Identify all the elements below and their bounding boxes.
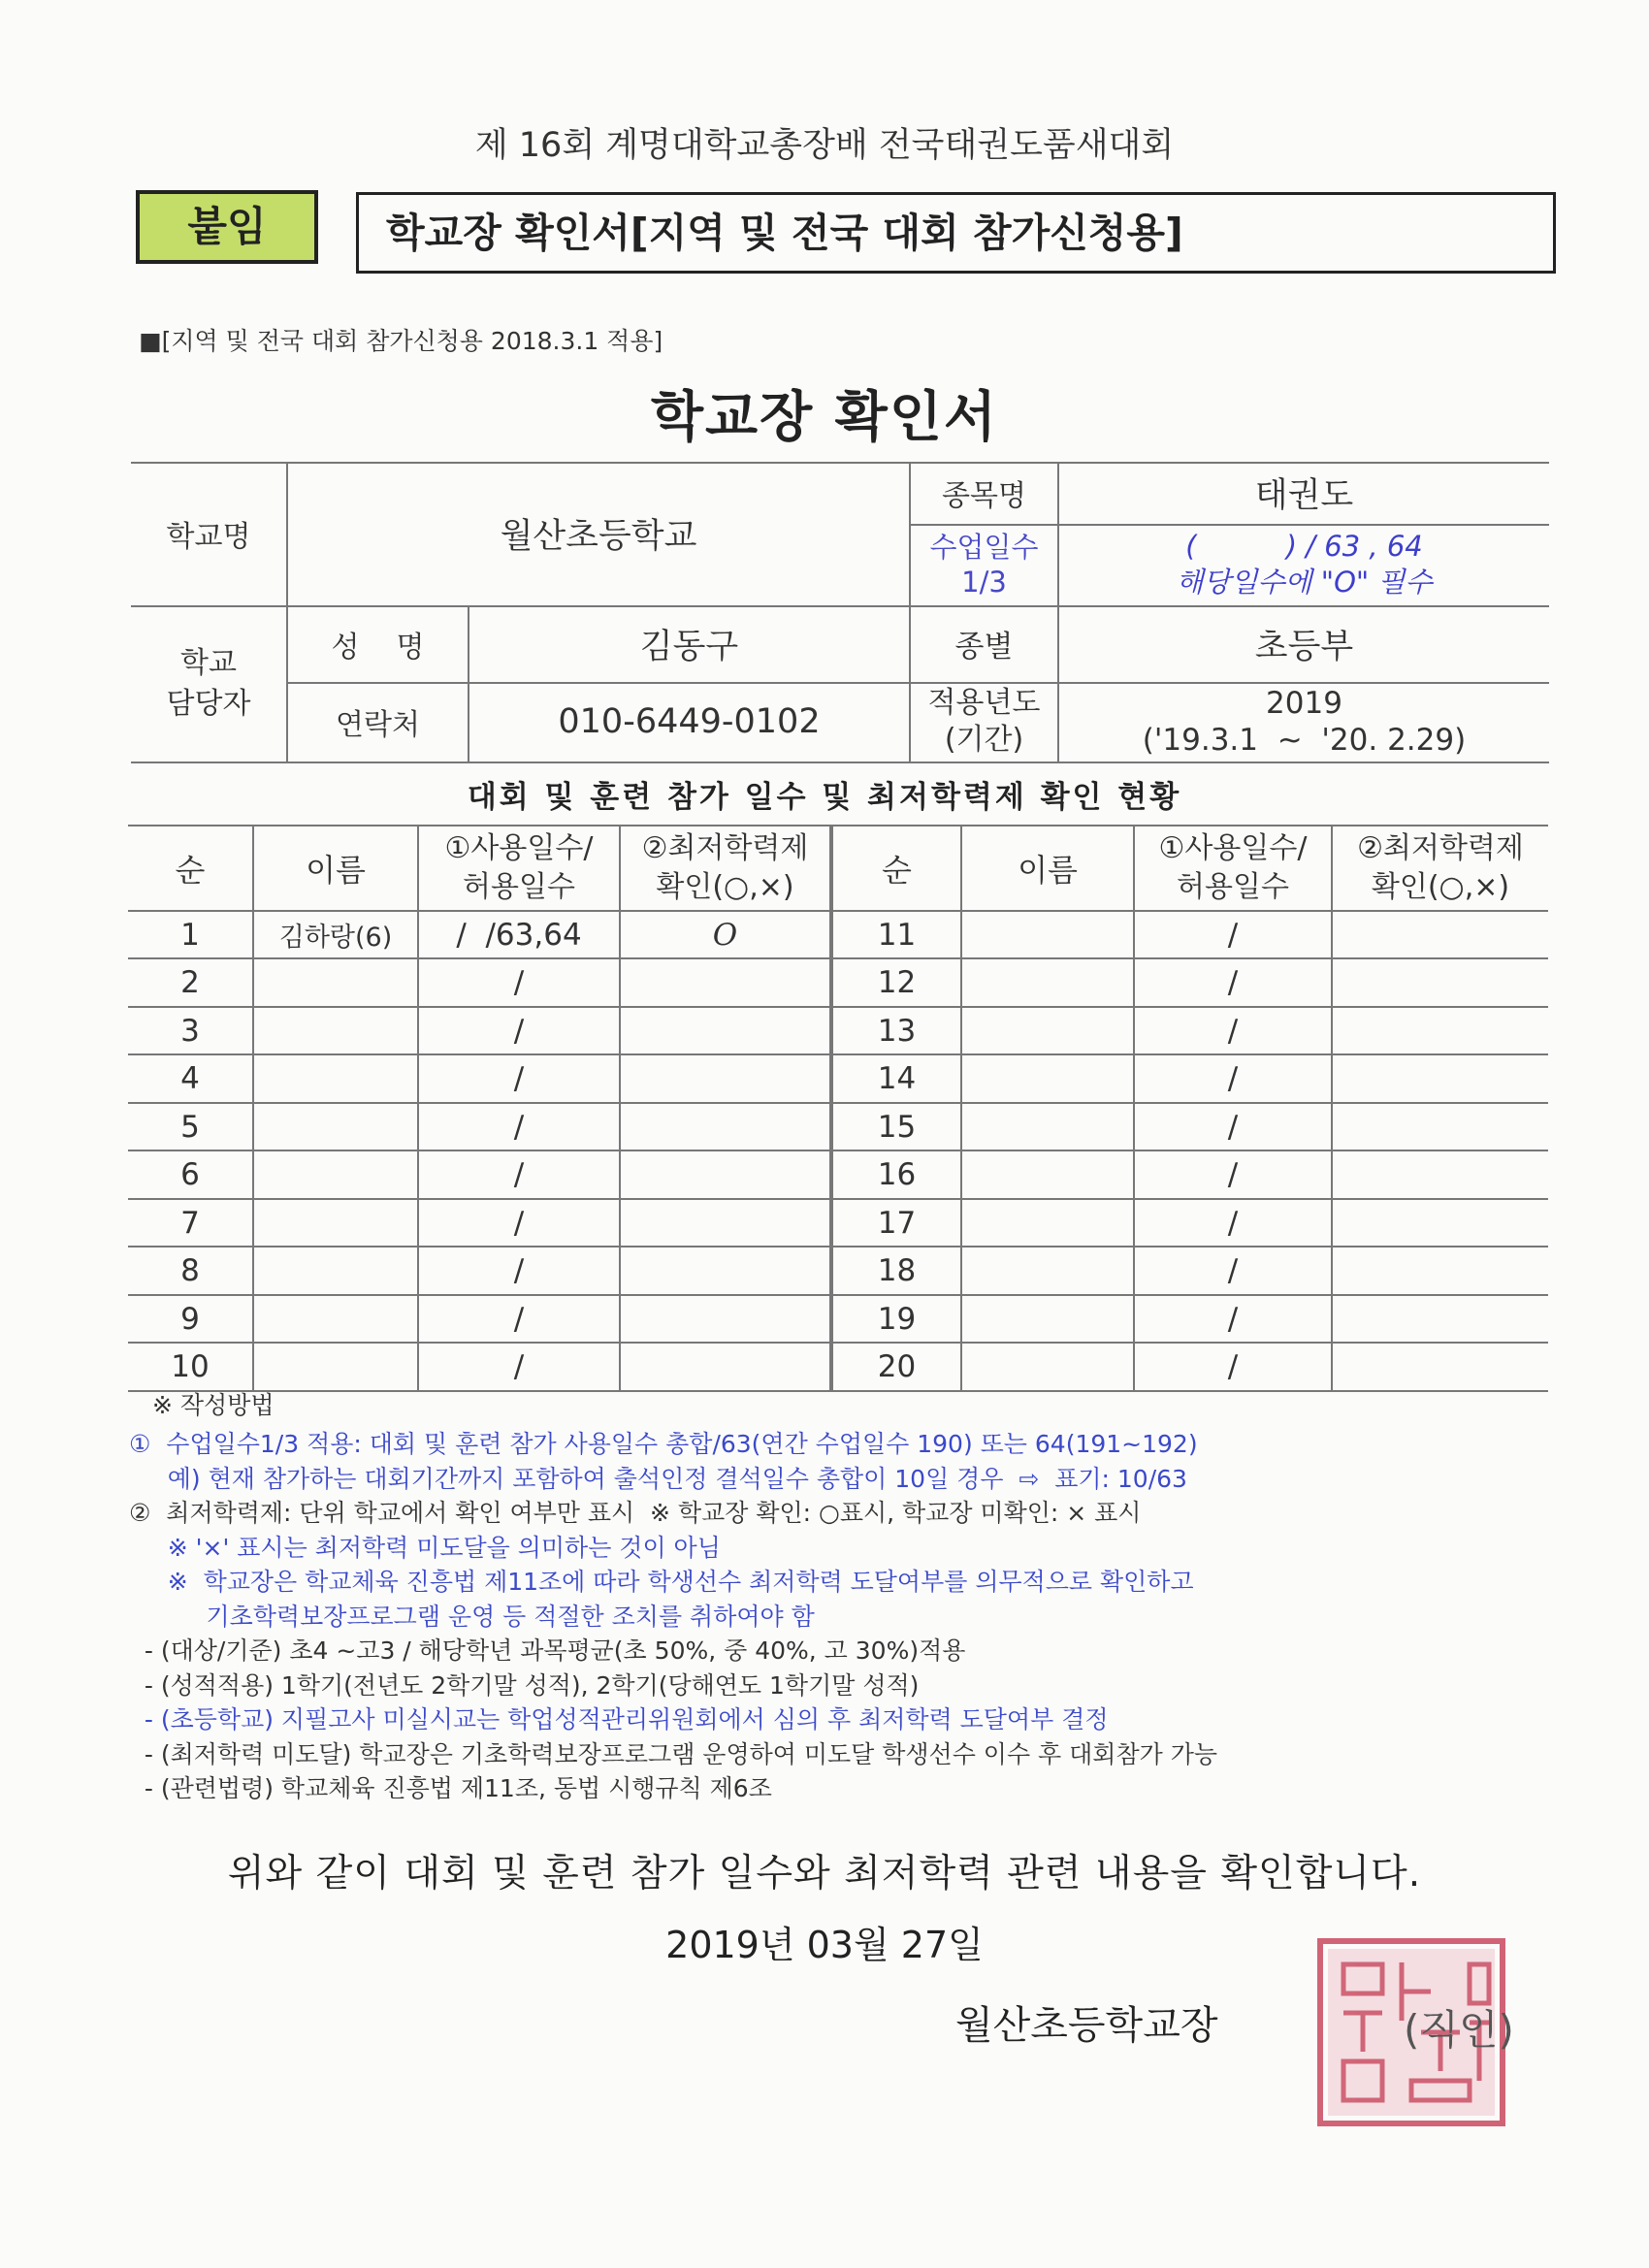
row-no: 20: [877, 1348, 917, 1384]
guide-line: - (초등학교) 지필고사 미실시교는 학업성적관리위원회에서 심의 후 최저학력 도달여부 결정: [129, 1705, 1109, 1733]
event-title: 제 16회 계명대학교총장배 전국태권도품새대회: [474, 126, 1175, 165]
row-days: / /63,64: [456, 917, 582, 953]
class-days-required-note: 해당일수에 "O" 필수: [1176, 566, 1433, 599]
header-used-days-2: 허용일수: [1177, 870, 1289, 904]
row-days: /: [513, 1156, 525, 1192]
row-min: [1333, 1200, 1548, 1246]
row-days: /: [1227, 1252, 1239, 1288]
guide-line: 기초학력보장프로그램 운영 등 적절한 조치를 취하여야 함: [129, 1602, 815, 1631]
row-min: [1333, 912, 1548, 957]
row-no: 6: [180, 1156, 200, 1192]
row-days: /: [513, 1205, 525, 1241]
row-no: 14: [877, 1060, 917, 1096]
row-name: [962, 1344, 1133, 1389]
row-name: [254, 1247, 417, 1293]
apply-year-value: 2019: [1266, 686, 1342, 721]
guide-title: ※ 작성방법: [152, 1391, 275, 1419]
header-used-days: [419, 826, 619, 910]
row-no: 18: [877, 1252, 917, 1288]
row-min: [1333, 1344, 1548, 1389]
row-name: [254, 1296, 417, 1342]
row-no: 3: [180, 1013, 200, 1049]
apply-year-label-2: (기간): [944, 723, 1024, 757]
row-days: /: [1227, 1013, 1239, 1049]
guide-line: ② 최저학력제: 단위 학교에서 확인 여부만 표시 ※ 학교장 확인: ○표시, 학교장 미확인: × 표시: [129, 1499, 1142, 1527]
apply-year: [1059, 682, 1549, 761]
row-name: [254, 1104, 417, 1150]
school-name: 월산초등학교: [500, 517, 697, 556]
row-days: /: [1227, 1348, 1239, 1384]
row-name: [962, 1104, 1133, 1150]
class-days-label-1: 수업일수: [929, 531, 1039, 564]
staff-label-1: 학교: [180, 645, 237, 680]
row-min: [1333, 1104, 1548, 1150]
row-min: [621, 1247, 829, 1293]
guide-line: ※ 학교장은 학교체육 진흥법 제11조에 따라 학생선수 최저학력 도달여부를 의무적으로 확인하고: [129, 1568, 1194, 1596]
row-min: [1333, 1008, 1548, 1053]
row-name: [962, 912, 1133, 957]
row-min: [621, 959, 829, 1005]
row-no: 19: [877, 1301, 917, 1337]
row-name: [962, 1008, 1133, 1053]
guide-line: 예) 현재 참가하는 대회기간까지 포함하여 출석인정 결석일수 총합이 10일 경우 ⇨ 표기: 10/63: [129, 1464, 1187, 1493]
applicability-note: ■[지역 및 전국 대회 참가신청용 2018.3.1 적용]: [139, 327, 663, 355]
header-used-days-1: ①사용일수/: [444, 831, 594, 865]
row-no: 1: [180, 917, 200, 953]
row-min: O: [712, 917, 738, 953]
signer: 월산초등학교장: [955, 2003, 1218, 2048]
header-no: 순: [882, 852, 912, 889]
row-days: /: [513, 964, 525, 1000]
row-name: [254, 1344, 417, 1389]
attachment-badge: 붙임: [136, 190, 318, 264]
row-days: /: [1227, 1060, 1239, 1096]
header-min-achievement-1: ②최저학력제: [641, 831, 809, 865]
division-label: 종별: [954, 630, 1014, 664]
header-min-achievement-2: 확인(○,×): [1371, 870, 1510, 904]
row-min: [621, 1200, 829, 1246]
row-name: [254, 1200, 417, 1246]
apply-period: ('19.3.1 ~ '20. 2.29): [1142, 723, 1467, 758]
row-name: [254, 959, 417, 1005]
row-no: 8: [180, 1252, 200, 1288]
row-no: 5: [180, 1109, 200, 1145]
confirmation-statement: 위와 같이 대회 및 훈련 참가 일수와 최저학력 관련 내용을 확인합니다.: [227, 1852, 1422, 1895]
class-days-value-1: ( ) / 63 , 64: [1185, 530, 1423, 563]
header-no: 순: [175, 852, 206, 889]
row-min: [621, 1344, 829, 1389]
staff-label: [131, 605, 286, 761]
row-no: 10: [171, 1348, 210, 1384]
main-title: 학교장 확인서: [650, 386, 999, 449]
rule: [131, 761, 1549, 763]
header-name: 이름: [306, 852, 366, 889]
row-no: 12: [877, 964, 917, 1000]
row-no: 16: [877, 1156, 917, 1192]
row-name: [962, 1200, 1133, 1246]
division: 초등부: [1254, 627, 1354, 666]
issue-date: 2019년 03월 27일: [665, 1924, 984, 1966]
row-min: [621, 1104, 829, 1150]
staff-label-2: 담당자: [166, 686, 251, 721]
apply-year-label-1: 적용년도: [927, 686, 1041, 720]
header-min-achievement-2: 확인(○,×): [656, 870, 794, 904]
row-name: [254, 1151, 417, 1197]
guide-line: ① 수업일수1/3 적용: 대회 및 훈련 참가 사용일수 총합/63(연간 수업일수 190) 또는 64(191~192): [129, 1430, 1198, 1458]
row-days: /: [1227, 1301, 1239, 1337]
row-days: /: [1227, 964, 1239, 1000]
event-name: 태권도: [1254, 476, 1354, 515]
row-min: [621, 1151, 829, 1197]
row-no: 13: [877, 1013, 917, 1049]
row-no: 11: [877, 917, 917, 953]
class-days-label-2: 1/3: [961, 566, 1007, 599]
row-no: 7: [180, 1205, 200, 1241]
header-used-days: [1135, 826, 1331, 910]
row-no: 9: [180, 1301, 200, 1337]
row-days: /: [513, 1013, 525, 1049]
rule: [128, 1390, 1548, 1392]
row-name: [962, 1247, 1133, 1293]
contact-label: 연락처: [336, 708, 420, 742]
row-min: [1333, 1151, 1548, 1197]
apply-year-label: [911, 682, 1057, 761]
header-min-achievement: [621, 826, 829, 910]
document-heading: 학교장 확인서[지역 및 전국 대회 참가신청용]: [356, 192, 1556, 274]
row-days: /: [513, 1348, 525, 1384]
row-days: /: [1227, 1156, 1239, 1192]
header-name: 이름: [1018, 852, 1078, 889]
guide-line: - (관련법령) 학교체육 진흥법 제11조, 동법 시행규칙 제6조: [129, 1774, 772, 1802]
row-min: [1333, 1055, 1548, 1101]
header-used-days-1: ①사용일수/: [1158, 831, 1308, 865]
school-name-label: 학교명: [166, 520, 251, 554]
row-name: [962, 1055, 1133, 1101]
header-min-achievement-1: ②최저학력제: [1357, 831, 1524, 865]
row-name: [962, 1151, 1133, 1197]
row-min: [621, 1296, 829, 1342]
row-days: /: [513, 1060, 525, 1096]
row-min: [1333, 1247, 1548, 1293]
row-name: [962, 1296, 1133, 1342]
row-days: /: [1227, 917, 1239, 953]
row-no: 17: [877, 1205, 917, 1241]
row-days: /: [1227, 1109, 1239, 1145]
guide-lines: [129, 1428, 1555, 1807]
contact-number: 010-6449-0102: [558, 702, 821, 741]
guide-line: - (최저학력 미도달) 학교장은 기초학력보장프로그램 운영하여 미도달 학생선수 이수 후 대회참가 가능: [129, 1739, 1217, 1768]
row-name: [254, 1008, 417, 1053]
class-days-value: [1059, 524, 1549, 605]
row-min: [1333, 959, 1548, 1005]
class-days-label: [911, 524, 1057, 605]
participation-section-title: 대회 및 훈련 참가 일수 및 최저학력제 확인 현황: [467, 780, 1182, 815]
row-min: [621, 1008, 829, 1053]
row-days: /: [513, 1252, 525, 1288]
event-label: 종목명: [942, 479, 1026, 513]
row-no: 2: [180, 964, 200, 1000]
seal-label: (직인): [1404, 2006, 1514, 2054]
guide-line: ※ '×' 표시는 최저학력 미도달을 의미하는 것이 아님: [129, 1533, 721, 1562]
staff-name: 김동구: [639, 627, 739, 666]
row-no: 15: [877, 1109, 917, 1145]
row-name: 김하랑(6): [278, 923, 393, 953]
header-used-days-2: 허용일수: [463, 870, 575, 904]
row-days: /: [513, 1301, 525, 1337]
row-no: 4: [180, 1060, 200, 1096]
staff-name-label: 성 명: [331, 630, 425, 664]
row-name: [254, 1055, 417, 1101]
row-days: /: [513, 1109, 525, 1145]
row-name: [962, 959, 1133, 1005]
row-min: [621, 1055, 829, 1101]
guide-line: - (대상/기준) 초4 ~고3 / 해당학년 과목평균(초 50%, 중 40%, 고 30%)적용: [129, 1636, 966, 1665]
row-min: [1333, 1296, 1548, 1342]
guide-line: - (성적적용) 1학기(전년도 2학기말 성적), 2학기(당해연도 1학기말 성적): [129, 1670, 920, 1700]
header-min-achievement: [1333, 826, 1548, 910]
row-days: /: [1227, 1205, 1239, 1241]
